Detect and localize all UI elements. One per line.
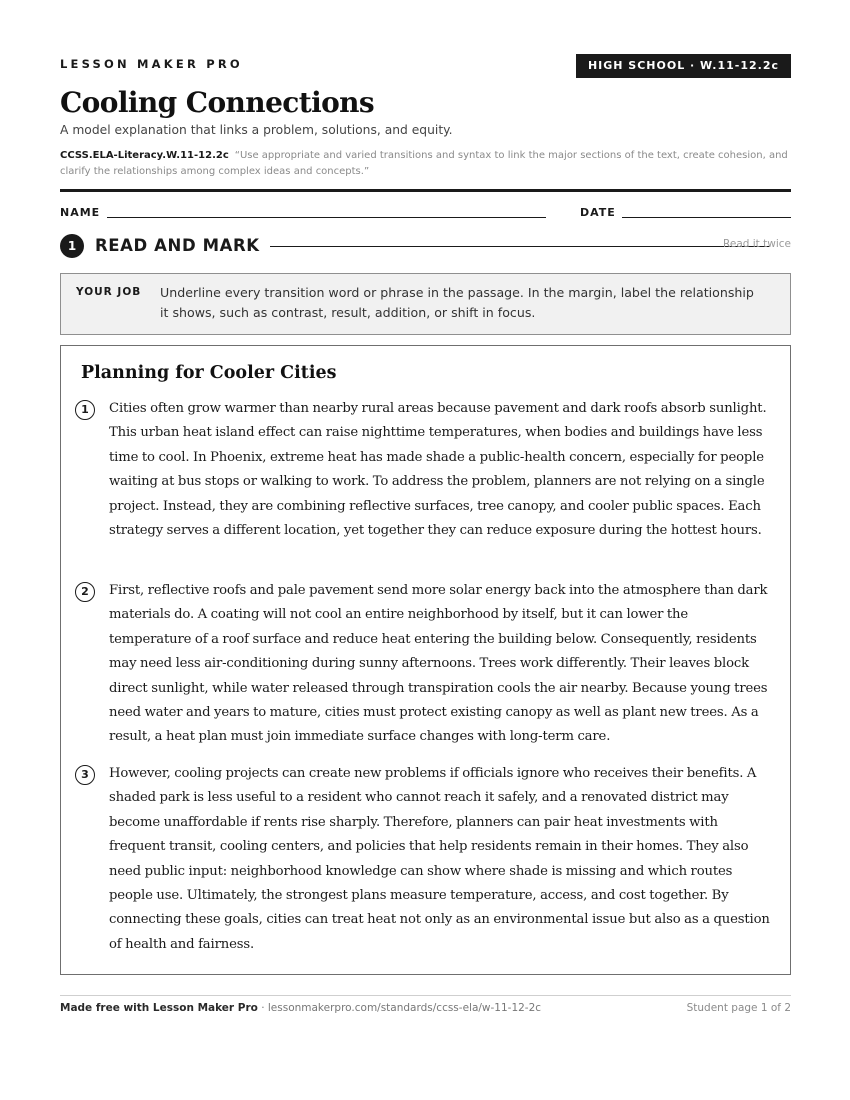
standard-text: “Use appropriate and varied transitions and syntax to link the major sections of the text, create cohesion, and clarify the relationships among complex ideas and concepts.”	[60, 150, 788, 177]
instructions-text: Underline every transition word or phrase in the passage. In the margin, label the relationship it shows, such as contrast, result, addition, or shift in focus.	[160, 285, 754, 320]
paragraph-number: 3	[75, 765, 95, 785]
paragraph-text: First, reflective roofs and pale pavement send more solar energy back into the atmosphere than dark materials do. A coating will not cool an entire neighborhood by itself, but it can lower the temperature of a roof surface and reduce heat entering the building below. Consequently, residents may need less air-conditioning during sunny afternoons. Trees work differently. Their leaves block direct sunlight, while water released through transpiration cools the air nearby. Because young trees need water and years to mature, cities must protect existing canopy as well as plant new trees. As a result, a heat plan must join immediate surface changes with long-term care.	[109, 583, 768, 745]
reading-passage	[60, 345, 791, 975]
date-field[interactable]	[622, 217, 791, 218]
section-rule	[270, 246, 770, 247]
standard-citation	[60, 148, 791, 180]
grade-standard-badge: HIGH SCHOOL · W.11-12.2c	[576, 54, 791, 78]
instructions-label: YOUR JOB	[76, 286, 142, 298]
instructions-box	[60, 273, 791, 335]
passage-title: Planning for Cooler Cities	[81, 363, 337, 383]
footer-credit	[60, 1002, 541, 1014]
standard-code: CCSS.ELA-Literacy.W.11-12.2c	[60, 150, 229, 161]
page-subtitle: A model explanation that links a problem, solutions, and equity.	[60, 123, 453, 137]
footer-divider	[60, 995, 791, 996]
name-field[interactable]	[107, 217, 546, 218]
page-number: Student page 1 of 2	[686, 1002, 791, 1014]
paragraph-number: 1	[75, 400, 95, 420]
name-label: NAME	[60, 206, 101, 219]
footer-made-with: Made free with Lesson Maker Pro	[60, 1002, 258, 1014]
brand-name: LESSON MAKER PRO	[60, 57, 243, 71]
section-number-badge: 1	[60, 234, 84, 258]
paragraph-text: However, cooling projects can create new problems if officials ignore who receives their benefits. A shaded park is less useful to a resident who cannot reach it safely, and a renovated district may become unaffordable if rents rise sharply. Therefore, planners can pair heat investments with frequent transit, cooling centers, and policies that help residents remain in their homes. They also need public input: neighborhood knowledge can show where shade is missing and which routes people use. Ultimately, the strongest plans measure temperature, access, and cost together. By connecting these goals, cities can treat heat not only as an environmental issue but also as a question of health and fairness.	[109, 766, 770, 952]
footer-url-link[interactable]: lessonmakerpro.com/standards/ccss-ela/w-11-12-2c	[267, 1002, 542, 1014]
section-title: READ AND MARK	[95, 236, 260, 255]
paragraph-number: 2	[75, 582, 95, 602]
page-title: Cooling Connections	[60, 86, 375, 119]
footer-separator: ·	[257, 1002, 268, 1014]
date-label: DATE	[580, 206, 616, 219]
header-divider	[60, 189, 791, 192]
worksheet-page	[60, 0, 791, 1100]
section-note: Read it twice	[723, 238, 791, 250]
paragraph-text: Cities often grow warmer than nearby rural areas because pavement and dark roofs absorb sunlight. This urban heat island effect can raise nighttime temperatures, when bodies and buildings have less time to cool. In Phoenix, extreme heat has made shade a public-health concern, especially for people waiting at bus stops or walking to work. To address the problem, planners are not relying on a single project. Instead, they are combining reflective surfaces, tree canopy, and cooler public spaces. Each strategy serves a different location, yet together they can reduce exposure during the hottest hours.	[109, 401, 767, 539]
